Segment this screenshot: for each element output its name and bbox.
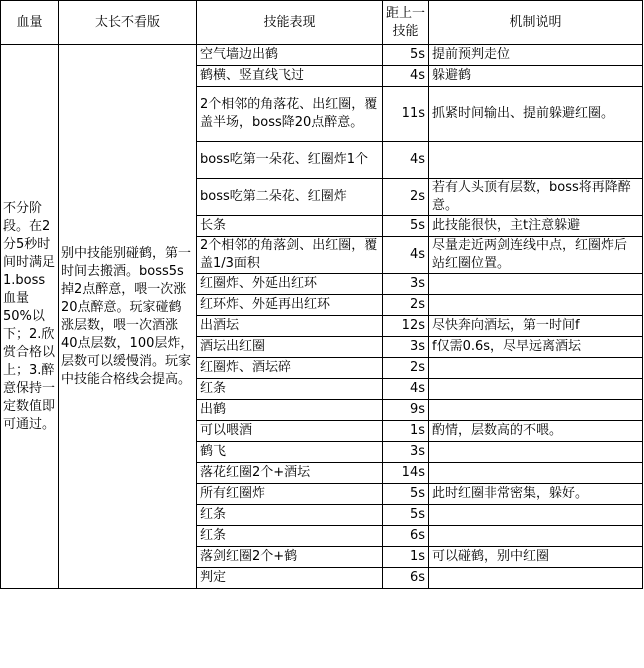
interval-cell: 1s [383,547,429,568]
skill-cell: 所有红圈炸 [197,484,383,505]
phase-conditions-cell: 不分阶段。在2分5秒时间时满足1.boss血量50%以下；2.欣赏合格以上；3.醉意保持一定数值即可通过。 [1,45,59,589]
skill-cell: 酒坛出红圈 [197,337,383,358]
interval-cell: 5s [383,505,429,526]
note-cell: 躲避鹤 [429,66,643,87]
note-cell [429,274,643,295]
skill-cell: 空气墙边出鹤 [197,45,383,66]
interval-cell: 12s [383,316,429,337]
tldr-cell: 别中技能别碰鹤，第一时间去搬酒。boss5s掉2点醉意，喂一次涨20点醉意。玩家碰鹤涨层数，喂一次酒涨40点层数，100层炸，层数可以缓慢消。玩家中技能合格线会提高。 [59,45,197,589]
skill-cell: 2个相邻的角落花、出红圈，覆盖半场，boss降20点醉意。 [197,87,383,142]
header-row [1,1,643,45]
interval-cell: 5s [383,484,429,505]
skill-cell: 红圈炸、酒坛碎 [197,358,383,379]
interval-cell: 4s [383,237,429,274]
skill-cell: 红条 [197,379,383,400]
note-cell [429,505,643,526]
interval-cell: 4s [383,142,429,179]
interval-cell: 9s [383,400,429,421]
skill-cell: 出酒坛 [197,316,383,337]
note-cell [429,568,643,589]
header-interval: 距上一技能 [383,1,429,45]
skill-cell: 2个相邻的角落剑、出红圈，覆盖1/3面积 [197,237,383,274]
note-cell: 抓紧时间输出、提前躲避红圈。 [429,87,643,142]
note-cell [429,526,643,547]
header-tldr: 太长不看版 [59,1,197,45]
interval-cell: 2s [383,179,429,216]
note-cell: 尽快奔向酒坛，第一时间f [429,316,643,337]
interval-cell: 3s [383,442,429,463]
skill-cell: 红条 [197,505,383,526]
skill-cell: boss吃第二朵花、红圈炸 [197,179,383,216]
interval-cell: 1s [383,421,429,442]
header-mechanic: 机制说明 [429,1,643,45]
skill-cell: 出鹤 [197,400,383,421]
header-hp: 血量 [1,1,59,45]
interval-cell: 2s [383,295,429,316]
skill-cell: 鹤飞 [197,442,383,463]
interval-cell: 3s [383,274,429,295]
skill-cell: 落花红圈2个+酒坛 [197,463,383,484]
note-cell [429,295,643,316]
interval-cell: 6s [383,568,429,589]
interval-cell: 6s [383,526,429,547]
note-cell: 此时红圈非常密集，躲好。 [429,484,643,505]
note-cell: 可以碰鹤，别中红圈 [429,547,643,568]
note-cell [429,358,643,379]
note-cell: 酌情，层数高的不喂。 [429,421,643,442]
skill-cell: 红条 [197,526,383,547]
interval-cell: 14s [383,463,429,484]
interval-cell: 2s [383,358,429,379]
skill-cell: 长条 [197,216,383,237]
note-cell: f仅需0.6s，尽早远离酒坛 [429,337,643,358]
interval-cell: 5s [383,45,429,66]
interval-cell: 3s [383,337,429,358]
header-skill: 技能表现 [197,1,383,45]
note-cell [429,142,643,179]
skill-cell: boss吃第一朵花、红圈炸1个 [197,142,383,179]
skill-cell: 红环炸、外延再出红环 [197,295,383,316]
note-cell [429,379,643,400]
interval-cell: 4s [383,379,429,400]
note-cell [429,463,643,484]
note-cell: 提前预判走位 [429,45,643,66]
interval-cell: 4s [383,66,429,87]
note-cell [429,442,643,463]
skill-cell: 落剑红圈2个+鹤 [197,547,383,568]
note-cell: 若有人头顶有层数，boss将再降醉意。 [429,179,643,216]
skill-cell: 鹤横、竖直线飞过 [197,66,383,87]
skill-cell: 判定 [197,568,383,589]
skill-cell: 红圈炸、外延出红环 [197,274,383,295]
interval-cell: 11s [383,87,429,142]
interval-cell: 5s [383,216,429,237]
note-cell: 尽量走近两剑连线中点，红圈炸后站红圈位置。 [429,237,643,274]
skill-cell: 可以喂酒 [197,421,383,442]
note-cell [429,400,643,421]
note-cell: 此技能很快，主t注意躲避 [429,216,643,237]
table-row [1,45,643,66]
